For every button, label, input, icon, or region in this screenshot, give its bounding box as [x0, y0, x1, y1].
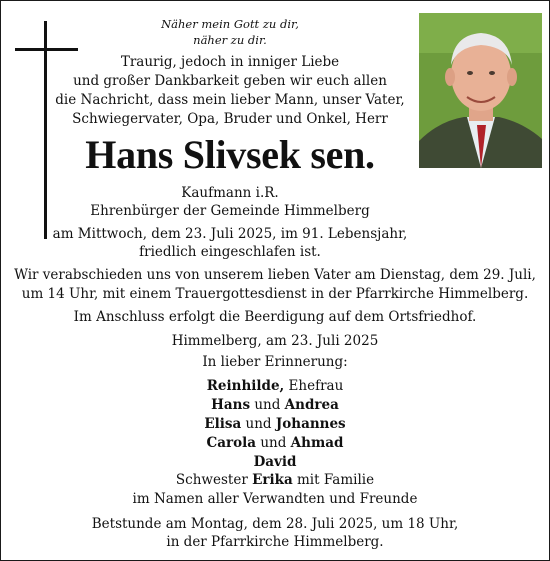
family-relation: mit Familie — [292, 472, 375, 488]
title-line-1: Kaufmann i.R. — [181, 185, 279, 201]
family-name: Andrea — [284, 397, 339, 413]
farewell-line-3: Im Anschluss erfolgt die Beerdigung auf dem Ortsfriedhof. — [73, 309, 477, 325]
family-line-6 — [1, 471, 549, 489]
death-line-2: friedlich eingeschlafen ist. — [139, 244, 321, 260]
verse-line-2: näher zu dir. — [193, 33, 267, 47]
intro-line-1: Traurig, jedoch in inniger Liebe — [120, 54, 340, 70]
family-line-4 — [1, 434, 549, 452]
portrait-photo — [419, 13, 542, 168]
death-line-1: am Mittwoch, dem 23. Juli 2025, im 91. Lebensjahr, — [52, 226, 408, 242]
family-line-3 — [1, 415, 549, 433]
family-name: David — [253, 454, 297, 470]
title-line-2: Ehrenbürger der Gemeinde Himmelberg — [90, 203, 370, 219]
intro-line-3: die Nachricht, dass mein lieber Mann, unser Vater, — [55, 92, 405, 108]
family-conjunction: und — [250, 397, 285, 413]
place-date: Himmelberg, am 23. Juli 2025 — [171, 333, 379, 349]
family-relation: Schwester — [175, 472, 253, 488]
family-name: Ahmad — [290, 435, 344, 451]
family-name: Johannes — [275, 416, 346, 432]
deceased-name: Hans Slivsek sen. — [85, 132, 375, 177]
prayer-line-1: Betstunde am Montag, dem 28. Juli 2025, um 18 Uhr, — [91, 516, 459, 532]
family-name: Hans — [211, 397, 251, 413]
family-name: Reinhilde, — [206, 378, 285, 394]
family-line-7: im Namen aller Verwandten und Freunde — [132, 491, 418, 507]
family-conjunction: und — [256, 435, 291, 451]
intro-line-2: und großer Dankbarkeit geben wir euch allen — [73, 73, 387, 89]
family-name: Elisa — [204, 416, 242, 432]
farewell-line-2: um 14 Uhr, mit einem Trauergottesdienst in der Pfarrkirche Himmelberg. — [21, 286, 529, 302]
family-name: Carola — [206, 435, 257, 451]
verse-line-1: Näher mein Gott zu dir, — [161, 17, 299, 31]
family-conjunction: und — [241, 416, 276, 432]
family-name: Erika — [252, 472, 293, 488]
memory-heading: In lieber Erinnerung: — [202, 354, 348, 370]
family-line-5 — [1, 453, 549, 471]
family-line-1 — [1, 377, 549, 395]
family-line-2 — [1, 396, 549, 414]
intro-line-4: Schwiegervater, Opa, Bruder und Onkel, Herr — [72, 111, 388, 127]
farewell-line-1: Wir verabschieden uns von unserem lieben Vater am Dienstag, dem 29. Juli, — [14, 267, 536, 283]
family-relation: Ehefrau — [284, 378, 344, 394]
prayer-line-2: in der Pfarrkirche Himmelberg. — [166, 534, 384, 550]
